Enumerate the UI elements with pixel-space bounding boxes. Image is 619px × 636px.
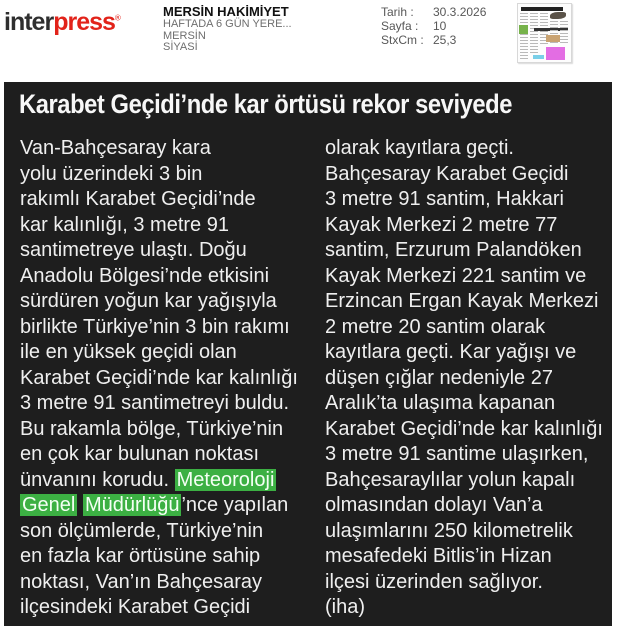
newspaper-page-thumbnail[interactable] [517, 3, 572, 63]
highlighted-text: Müdürlüğü [84, 494, 180, 516]
logo-text-red: press [53, 8, 115, 36]
article-text: Karabet Geçidi’nde kar kalınlığı [20, 366, 298, 389]
article-text: santimetreye ulaştı. Doğu [20, 239, 247, 261]
article-line [20, 136, 325, 162]
thumbnail-photo-box [546, 35, 560, 43]
metadata-label: StxCm : [381, 33, 424, 47]
article-column-left [20, 136, 325, 621]
article-line [20, 442, 325, 468]
thumbnail-ad-box [519, 25, 528, 34]
article-text: ulaşımlarını 250 kilometrelik [325, 519, 573, 542]
article-text: ilçesi üzerinden sağlıyor. [325, 570, 543, 593]
article-line [325, 366, 612, 392]
highlighted-text: Meteoroloji [176, 468, 275, 491]
article-line [325, 264, 612, 290]
metadata-value: 30.3.2026 [433, 5, 487, 19]
article-line [20, 289, 325, 315]
thumbnail-text-column [530, 13, 538, 54]
article-line [20, 187, 325, 213]
article-text: sürdüren yoğun kar yağışıyla [20, 290, 277, 312]
article-line [20, 493, 325, 519]
article-line [325, 417, 612, 443]
article-text: rakımlı Karabet Geçidi’nde [20, 188, 256, 210]
thumbnail-headline-bar [521, 7, 562, 10]
logo-text-black: inter [4, 8, 54, 36]
article-line [20, 468, 325, 494]
highlighted-text: Genel [22, 494, 76, 516]
article-text: en çok kar bulunan noktası [20, 443, 260, 465]
metadata-value: 25,3 [433, 33, 457, 47]
publication-info [163, 5, 292, 54]
article-line [20, 544, 325, 570]
article-text: Van-Bahçesaray kara [20, 137, 211, 159]
clipping-metadata [381, 5, 486, 47]
article-clipping [4, 82, 612, 626]
publication-city: MERSİN [163, 29, 206, 42]
metadata-label: Tarih : [381, 5, 414, 19]
metadata-row [381, 5, 486, 19]
article-line [325, 136, 612, 162]
article-text: en fazla kar örtüsüne sahip [20, 545, 261, 567]
article-line [20, 238, 325, 264]
article-line [325, 519, 612, 545]
article-headline: Karabet Geçidi’nde kar örtüsü rekor seviyede [19, 89, 513, 119]
article-line [325, 468, 612, 494]
article-text: ilçesindeki Karabet Geçidi [20, 596, 251, 618]
article-text: 3 metre 91 santime ulaşırken, [325, 443, 589, 465]
thumbnail-text-column [520, 13, 528, 58]
article-text: (iha) [325, 596, 366, 618]
article-body [20, 136, 612, 621]
article-line [325, 570, 612, 596]
article-text: birlikte Türkiye’nin 3 bin rakımı [20, 315, 290, 338]
publication-frequency: HAFTADA 6 GÜN YERE... [163, 18, 292, 30]
article-text: Bu rakamla bölge, Türkiye’nin [20, 417, 284, 440]
article-line [325, 315, 612, 341]
article-line [325, 340, 612, 366]
article-line [325, 442, 612, 468]
article-text: düşen çığlar nedeniyle 27 [325, 366, 553, 389]
metadata-value: 10 [433, 19, 447, 33]
article-line [20, 595, 325, 621]
article-text: Erzincan Ergan Kayak Merkezi [325, 290, 599, 312]
metadata-row [381, 19, 486, 33]
metadata-label: Sayfa : [381, 19, 419, 33]
article-line [325, 162, 612, 188]
article-line [325, 213, 612, 239]
article-line [325, 187, 612, 213]
article-line [20, 417, 325, 443]
article-text: Bahçesaraylılar yolun kapalı [325, 468, 576, 491]
interpress-logo [4, 8, 121, 37]
article-text: ile en yüksek geçidi olan [20, 341, 237, 363]
article-column-right [325, 136, 612, 621]
article-text: Bahçesaray Karabet Geçidi [325, 162, 569, 185]
publication-category: SİYASİ [163, 41, 198, 53]
article-line [20, 315, 325, 341]
article-text: Aralık’ta ulaşıma kapanan [325, 392, 556, 414]
article-text: son ölçümlerde, Türkiye’nin [20, 519, 264, 542]
article-text: Kayak Merkezi 2 metre 77 [325, 213, 558, 236]
thumbnail-article-highlight [546, 47, 566, 60]
article-text: Kayak Merkezi 221 santim ve [325, 264, 587, 287]
article-line [325, 391, 612, 417]
article-text: ’nce yapılan [181, 494, 289, 516]
article-line [20, 366, 325, 392]
clipping-header [0, 0, 619, 82]
article-text: kayıtlara geçti. Kar yağışı ve [325, 341, 577, 363]
article-text: 3 metre 91 santim, Hakkari [325, 188, 564, 210]
article-text: olarak kayıtlara geçti. [325, 137, 514, 159]
article-text: 2 metre 20 santim olarak [325, 315, 546, 338]
article-text: yolu üzerindeki 3 bin [20, 162, 203, 185]
article-line [325, 493, 612, 519]
article-text: 3 metre 91 santimetreyi buldu. [20, 392, 290, 414]
article-line [20, 519, 325, 545]
article-text: ünvanını korudu. [20, 468, 175, 491]
article-line [325, 595, 612, 621]
article-text: olmasından dolayı Van’a [325, 494, 543, 516]
article-text: Karabet Geçidi’nde kar kalınlığı [325, 417, 603, 440]
article-line [20, 570, 325, 596]
metadata-row [381, 33, 486, 47]
article-line [20, 162, 325, 188]
article-text: noktası, Van’ın Bahçesaray [20, 570, 262, 593]
article-line [20, 264, 325, 290]
article-text: Anadolu Bölgesi’nde etkisini [20, 264, 270, 287]
publication-name: MERSİN HAKİMİYET [163, 4, 289, 19]
article-line [325, 238, 612, 264]
article-line [20, 391, 325, 417]
article-line [20, 340, 325, 366]
thumbnail-photo [550, 12, 566, 20]
registered-trademark-icon: ® [114, 13, 121, 23]
thumbnail-caption-box [533, 55, 544, 58]
thumbnail-text-column [560, 21, 568, 44]
article-text: santim, Erzurum Palandöken [325, 239, 582, 261]
article-line [20, 213, 325, 239]
article-line [325, 289, 612, 315]
article-line [325, 544, 612, 570]
article-text: kar kalınlığı, 3 metre 91 [20, 213, 229, 236]
article-text: mesafedeki Bitlis’in Hizan [325, 545, 552, 567]
